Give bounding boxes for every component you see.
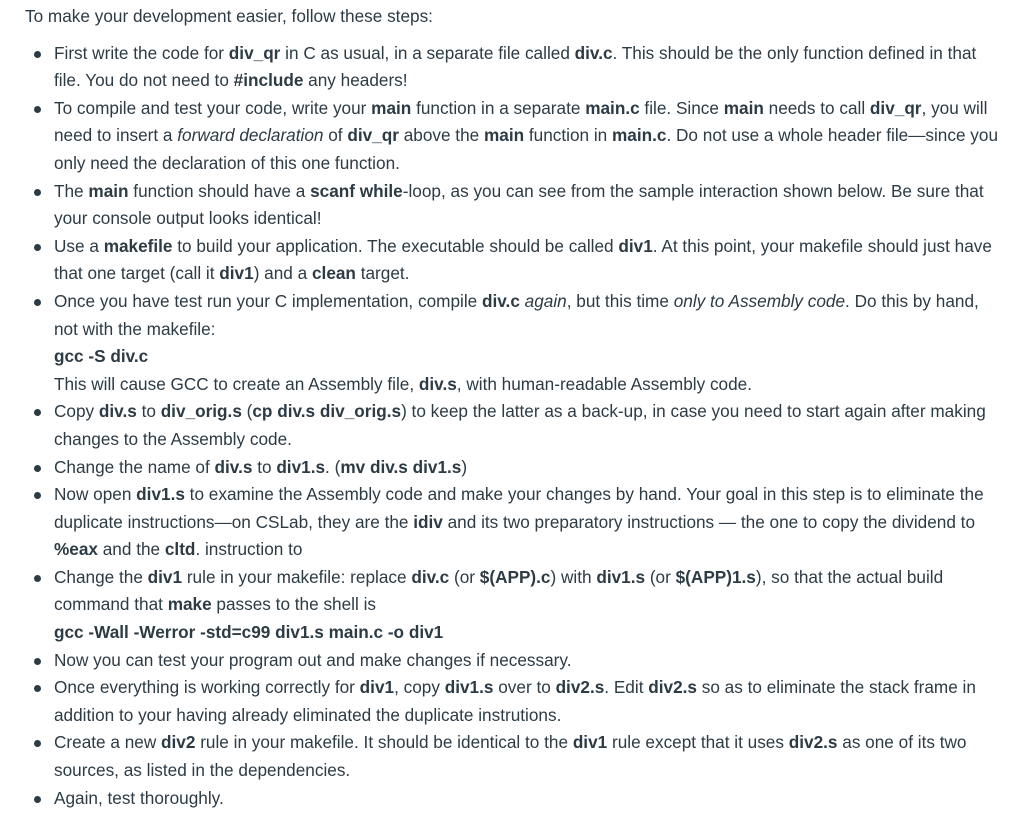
step-13: Again, test thoroughly. [25,785,1004,813]
bullet-icon [34,244,41,251]
command-line: gcc -Wall -Werror -std=c99 div1.s main.c -o div1 [54,622,444,643]
step-10: Now you can test your program out and make changes if necessary. [25,647,1004,675]
bullet-icon [34,299,41,306]
step-3: The main function should have a scanf while-loop, as you can see from the sample interaction shown below. Be sure that your console output looks identical! [25,178,1004,233]
bullet-icon [34,575,41,582]
bullet-icon [34,51,41,58]
bullet-icon [34,465,41,472]
step-9: Change the div1 rule in your makefile: replace div.c (or $(APP).c) with div1.s (or $(APP)1.s), so that the actual build command that make passes to the shell is gcc -Wall -Werror -std=c99 div1.s main.c -o div1 [25,564,1004,647]
step-8: Now open div1.s to examine the Assembly code and make your changes by hand. Your goal in this step is to eliminate the duplicate instructions—on CSLab, they are the idiv and its two preparatory instructions — the one to copy the dividend to %eax and the cltd. instruction to [25,481,1004,564]
step-5: Once you have test run your C implementation, compile div.c again, but this time only to Assembly code. Do this by hand, not with the makefile: gcc -S div.c This will cause GCC to create an Assembly file, div.s, with human-readable Assembly code. [25,288,1004,398]
bullet-icon [34,685,41,692]
bullet-icon [34,106,41,113]
bullet-icon [34,740,41,747]
step-4: Use a makefile to build your application. The executable should be called div1. At this point, your makefile should just have that one target (call it div1) and a clean target. [25,233,1004,288]
bullet-icon [34,492,41,499]
step-12: Create a new div2 rule in your makefile. It should be identical to the div1 rule except that it uses div2.s as one of its two sources, as listed in the dependencies. [25,729,1004,784]
bullet-icon [34,796,41,803]
step-11: Once everything is working correctly for div1, copy div1.s over to div2.s. Edit div2.s so as to eliminate the stack frame in addition to your having already eliminated the duplicate instrutions. [25,674,1004,729]
bullet-icon [34,658,41,665]
bullet-icon [34,409,41,416]
step-2: To compile and test your code, write your main function in a separate main.c file. Since main needs to call div_qr, you will need to insert a forward declaration of div_qr above the main function in main.c. Do not use a whole header file—since you only need the declaration of this one function. [25,95,1004,178]
command-line: gcc -S div.c [54,346,149,367]
steps-list [25,40,1004,813]
bullet-icon [34,189,41,196]
intro-text: To make your development easier, follow these steps: [25,6,433,26]
step-7: Change the name of div.s to div1.s. (mv div.s div1.s) [25,454,1004,482]
step-6: Copy div.s to div_orig.s (cp div.s div_orig.s) to keep the latter as a back-up, in case you need to start again after making changes to the Assembly code. [25,398,1004,453]
step-1: First write the code for div_qr in C as usual, in a separate file called div.c. This should be the only function defined in that file. You do not need to #include any headers! [25,40,1004,95]
